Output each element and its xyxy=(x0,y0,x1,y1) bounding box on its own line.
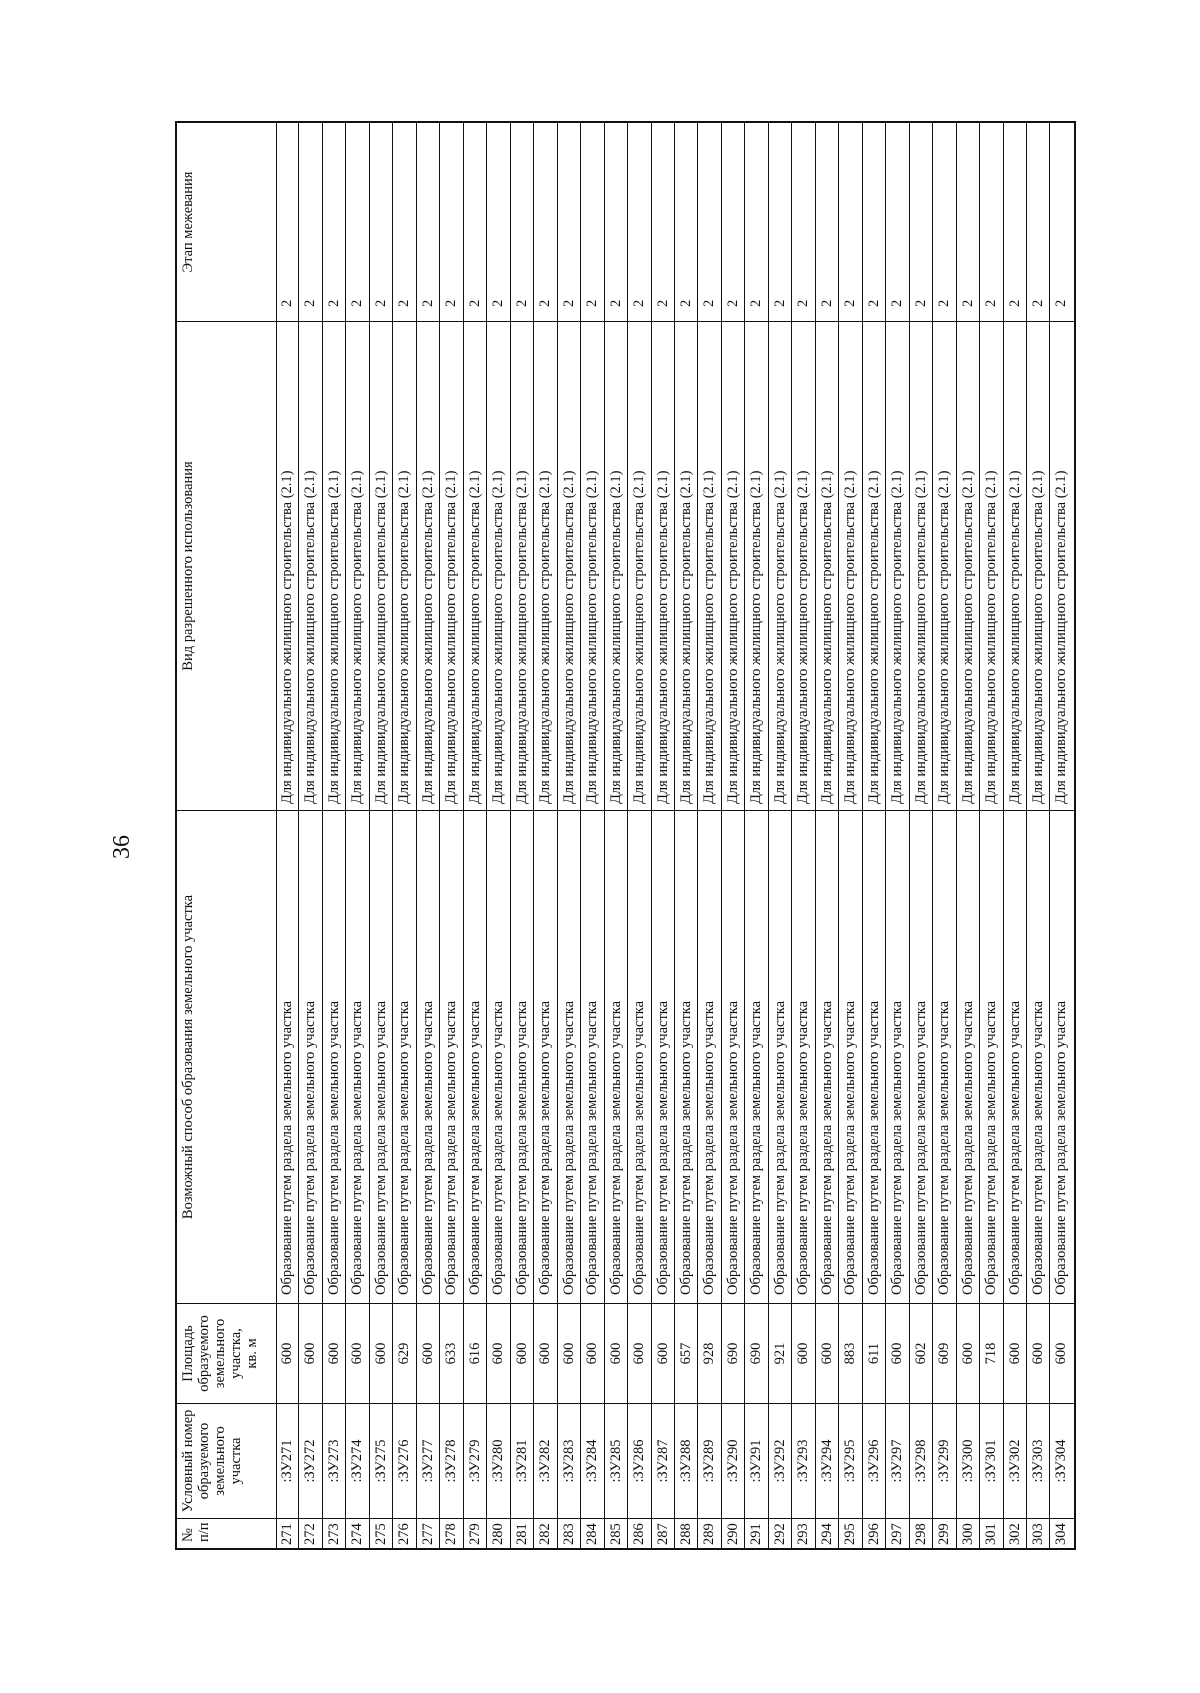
cell-plot-number: :ЗУ289 xyxy=(698,1403,720,1518)
cell-surveying-stage: 2 xyxy=(325,299,342,307)
cell-permitted-use: Для индивидуального жилищного строительства (2.1) xyxy=(1027,321,1049,810)
cell-plot-area: 928 xyxy=(698,1303,720,1403)
cell-surveying-stage: 2 xyxy=(865,299,882,307)
cell-surveying-stage: 2 xyxy=(1053,299,1070,307)
cell-plot-number: :ЗУ272 xyxy=(299,1403,321,1518)
cell-row-number: 300 xyxy=(957,1518,979,1548)
cell-formation-method: Образование путем раздела земельного участка xyxy=(511,810,533,1303)
cell-plot-area: 600 xyxy=(487,1303,509,1403)
cell-formation-method: Образование путем раздела земельного участка xyxy=(698,810,720,1303)
cell-surveying-stage: 2 xyxy=(1006,299,1023,307)
cell-row-number: 298 xyxy=(910,1518,932,1548)
table-row xyxy=(910,123,933,1548)
cell-permitted-use: Для индивидуального жилищного строительства (2.1) xyxy=(957,321,979,810)
cell-row-number: 278 xyxy=(440,1518,462,1548)
cell-formation-method: Образование путем раздела земельного участка xyxy=(910,810,932,1303)
cell-plot-area: 921 xyxy=(769,1303,791,1403)
cell-plot-area: 657 xyxy=(675,1303,697,1403)
table-row xyxy=(980,123,1003,1548)
cell-plot-area: 690 xyxy=(745,1303,767,1403)
cell-permitted-use: Для индивидуального жилищного строительства (2.1) xyxy=(323,321,345,810)
header-surveying-stage: Этап межевания xyxy=(180,171,196,273)
cell-permitted-use: Для индивидуального жилищного строительства (2.1) xyxy=(276,321,298,810)
cell-permitted-use: Для индивидуального жилищного строительства (2.1) xyxy=(792,321,814,810)
cell-formation-method: Образование путем раздела земельного участка xyxy=(323,810,345,1303)
cell-plot-number: :ЗУ298 xyxy=(910,1403,932,1518)
cell-permitted-use: Для индивидуального жилищного строительства (2.1) xyxy=(487,321,509,810)
table-row xyxy=(534,123,557,1548)
cell-plot-area: 633 xyxy=(440,1303,462,1403)
cell-formation-method: Образование путем раздела земельного участка xyxy=(652,810,674,1303)
cell-permitted-use: Для индивидуального жилищного строительства (2.1) xyxy=(769,321,791,810)
cell-plot-number: :ЗУ285 xyxy=(605,1403,627,1518)
cell-permitted-use: Для индивидуального жилищного строительства (2.1) xyxy=(370,321,392,810)
cell-permitted-use: Для индивидуального жилищного строительства (2.1) xyxy=(816,321,838,810)
table-row xyxy=(745,123,768,1548)
cell-row-number: 302 xyxy=(1004,1518,1026,1548)
cell-plot-number: :ЗУ282 xyxy=(534,1403,556,1518)
cell-row-number: 276 xyxy=(393,1518,415,1548)
cell-permitted-use: Для индивидуального жилищного строительства (2.1) xyxy=(722,321,744,810)
cell-plot-number: :ЗУ277 xyxy=(417,1403,439,1518)
cell-plot-number: :ЗУ281 xyxy=(511,1403,533,1518)
cell-formation-method: Образование путем раздела земельного участка xyxy=(1027,810,1049,1303)
cell-surveying-stage: 2 xyxy=(1030,299,1046,307)
cell-plot-area: 600 xyxy=(370,1303,392,1403)
cell-permitted-use: Для индивидуального жилищного строительства (2.1) xyxy=(1050,321,1073,810)
cell-plot-number: :ЗУ293 xyxy=(792,1403,814,1518)
table-row xyxy=(276,123,299,1548)
cell-row-number: 275 xyxy=(370,1518,392,1548)
cell-plot-area: 600 xyxy=(346,1303,368,1403)
cell-plot-number: :ЗУ299 xyxy=(933,1403,955,1518)
cell-plot-number: :ЗУ296 xyxy=(863,1403,885,1518)
cell-plot-area: 600 xyxy=(558,1303,580,1403)
cell-permitted-use: Для индивидуального жилищного строительства (2.1) xyxy=(628,321,650,810)
table-row xyxy=(863,123,886,1548)
cell-surveying-stage: 2 xyxy=(912,299,929,307)
cell-plot-number: :ЗУ304 xyxy=(1050,1403,1073,1518)
cell-permitted-use: Для индивидуального жилищного строительства (2.1) xyxy=(440,321,462,810)
table-row xyxy=(886,123,909,1548)
cell-formation-method: Образование путем раздела земельного участка xyxy=(417,810,439,1303)
cell-plot-area: 602 xyxy=(910,1303,932,1403)
cell-formation-method: Образование путем раздела земельного участка xyxy=(839,810,861,1303)
cell-plot-number: :ЗУ286 xyxy=(628,1403,650,1518)
cell-row-number: 303 xyxy=(1027,1518,1049,1548)
table-body xyxy=(276,123,1074,1548)
cell-surveying-stage: 2 xyxy=(560,299,577,307)
cell-formation-method: Образование путем раздела земельного участка xyxy=(957,810,979,1303)
cell-surveying-stage: 2 xyxy=(795,299,812,307)
cell-row-number: 283 xyxy=(558,1518,580,1548)
header-row-number: № п/п xyxy=(177,1518,276,1548)
cell-permitted-use: Для индивидуального жилищного строительства (2.1) xyxy=(910,321,932,810)
cell-row-number: 295 xyxy=(839,1518,861,1548)
table-row xyxy=(652,123,675,1548)
cell-row-number: 271 xyxy=(276,1518,298,1548)
cell-permitted-use: Для индивидуального жилищного строительства (2.1) xyxy=(558,321,580,810)
cell-formation-method: Образование путем раздела земельного участка xyxy=(769,810,791,1303)
cell-permitted-use: Для индивидуального жилищного строительства (2.1) xyxy=(980,321,1002,810)
cell-permitted-use: Для индивидуального жилищного строительства (2.1) xyxy=(933,321,955,810)
cell-surveying-stage: 2 xyxy=(771,299,788,307)
table-row xyxy=(464,123,487,1548)
cell-formation-method: Образование путем раздела земельного участка xyxy=(675,810,697,1303)
cell-formation-method: Образование путем раздела земельного участка xyxy=(299,810,321,1303)
cell-plot-number: :ЗУ279 xyxy=(464,1403,486,1518)
cell-plot-area: 609 xyxy=(933,1303,955,1403)
cell-formation-method: Образование путем раздела земельного участка xyxy=(581,810,603,1303)
header-plot-number: Условный номер образуемого земельного участка xyxy=(177,1403,276,1518)
cell-plot-area: 600 xyxy=(957,1303,979,1403)
cell-surveying-stage: 2 xyxy=(631,299,648,307)
cell-formation-method: Образование путем раздела земельного участка xyxy=(886,810,908,1303)
cell-row-number: 297 xyxy=(886,1518,908,1548)
cell-row-number: 272 xyxy=(299,1518,321,1548)
cell-plot-number: :ЗУ276 xyxy=(393,1403,415,1518)
cell-plot-area: 600 xyxy=(1027,1303,1049,1403)
cell-row-number: 288 xyxy=(675,1518,697,1548)
cell-plot-area: 600 xyxy=(276,1303,298,1403)
cell-row-number: 291 xyxy=(745,1518,767,1548)
cell-formation-method: Образование путем раздела земельного участка xyxy=(534,810,556,1303)
cell-plot-number: :ЗУ275 xyxy=(370,1403,392,1518)
table-row xyxy=(1050,123,1073,1548)
header-permitted-use: Вид разрешенного использования xyxy=(177,321,276,810)
cell-plot-area: 600 xyxy=(1050,1303,1073,1403)
cell-surveying-stage: 2 xyxy=(513,299,530,307)
cell-plot-area: 600 xyxy=(792,1303,814,1403)
table-row xyxy=(816,123,839,1548)
cell-surveying-stage: 2 xyxy=(654,299,671,307)
table-row xyxy=(1027,123,1050,1548)
cell-plot-area: 600 xyxy=(417,1303,439,1403)
cell-row-number: 274 xyxy=(346,1518,368,1548)
land-plots-table xyxy=(175,121,1076,1550)
cell-permitted-use: Для индивидуального жилищного строительства (2.1) xyxy=(464,321,486,810)
cell-plot-area: 600 xyxy=(299,1303,321,1403)
cell-plot-number: :ЗУ278 xyxy=(440,1403,462,1518)
page-number: 36 xyxy=(109,835,135,859)
cell-formation-method: Образование путем раздела земельного участка xyxy=(1004,810,1026,1303)
cell-surveying-stage: 2 xyxy=(701,299,718,307)
table-row xyxy=(487,123,510,1548)
table-row xyxy=(323,123,346,1548)
table-row xyxy=(393,123,416,1548)
cell-plot-area: 718 xyxy=(980,1303,1002,1403)
cell-permitted-use: Для индивидуального жилищного строительства (2.1) xyxy=(745,321,767,810)
table-row xyxy=(440,123,463,1548)
cell-surveying-stage: 2 xyxy=(349,299,366,307)
cell-plot-area: 600 xyxy=(886,1303,908,1403)
cell-plot-area: 600 xyxy=(534,1303,556,1403)
cell-permitted-use: Для индивидуального жилищного строительства (2.1) xyxy=(346,321,368,810)
cell-permitted-use: Для индивидуального жилищного строительства (2.1) xyxy=(299,321,321,810)
cell-surveying-stage: 2 xyxy=(889,299,906,307)
cell-formation-method: Образование путем раздела земельного участка xyxy=(276,810,298,1303)
cell-formation-method: Образование путем раздела земельного участка xyxy=(1050,810,1073,1303)
cell-plot-area: 611 xyxy=(863,1303,885,1403)
cell-surveying-stage: 2 xyxy=(490,299,507,307)
table-row xyxy=(605,123,628,1548)
cell-surveying-stage: 2 xyxy=(443,299,460,307)
cell-plot-number: :ЗУ294 xyxy=(816,1403,838,1518)
table-row xyxy=(346,123,369,1548)
cell-surveying-stage: 2 xyxy=(396,299,413,307)
table-row xyxy=(370,123,393,1548)
table-row xyxy=(957,123,980,1548)
cell-plot-number: :ЗУ302 xyxy=(1004,1403,1026,1518)
cell-plot-number: :ЗУ291 xyxy=(745,1403,767,1518)
cell-plot-area: 600 xyxy=(816,1303,838,1403)
cell-permitted-use: Для индивидуального жилищного строительства (2.1) xyxy=(511,321,533,810)
cell-row-number: 296 xyxy=(863,1518,885,1548)
table-row xyxy=(628,123,651,1548)
cell-row-number: 301 xyxy=(980,1518,1002,1548)
cell-permitted-use: Для индивидуального жилищного строительства (2.1) xyxy=(581,321,603,810)
header-formation-method: Возможный способ образования земельного участка xyxy=(177,810,276,1303)
cell-formation-method: Образование путем раздела земельного участка xyxy=(487,810,509,1303)
cell-formation-method: Образование путем раздела земельного участка xyxy=(346,810,368,1303)
cell-surveying-stage: 2 xyxy=(584,299,601,307)
cell-plot-area: 616 xyxy=(464,1303,486,1403)
cell-row-number: 293 xyxy=(792,1518,814,1548)
cell-surveying-stage: 2 xyxy=(818,299,835,307)
cell-plot-number: :ЗУ292 xyxy=(769,1403,791,1518)
cell-row-number: 279 xyxy=(464,1518,486,1548)
cell-row-number: 289 xyxy=(698,1518,720,1548)
header-plot-area: Площадь образуемого земельного участка, кв. м xyxy=(177,1303,276,1403)
cell-row-number: 284 xyxy=(581,1518,603,1548)
cell-formation-method: Образование путем раздела земельного участка xyxy=(816,810,838,1303)
cell-plot-area: 883 xyxy=(839,1303,861,1403)
cell-surveying-stage: 2 xyxy=(936,299,953,307)
cell-formation-method: Образование путем раздела земельного участка xyxy=(605,810,627,1303)
cell-permitted-use: Для индивидуального жилищного строительства (2.1) xyxy=(839,321,861,810)
table-row xyxy=(1004,123,1027,1548)
cell-formation-method: Образование путем раздела земельного участка xyxy=(745,810,767,1303)
cell-surveying-stage: 2 xyxy=(302,299,319,307)
cell-surveying-stage: 2 xyxy=(677,299,694,307)
table-row xyxy=(839,123,862,1548)
cell-plot-number: :ЗУ273 xyxy=(323,1403,345,1518)
cell-surveying-stage: 2 xyxy=(959,299,976,307)
cell-formation-method: Образование путем раздела земельного участка xyxy=(393,810,415,1303)
cell-surveying-stage: 2 xyxy=(466,299,483,307)
cell-formation-method: Образование путем раздела земельного участка xyxy=(558,810,580,1303)
cell-formation-method: Образование путем раздела земельного участка xyxy=(792,810,814,1303)
cell-plot-number: :ЗУ284 xyxy=(581,1403,603,1518)
cell-plot-area: 600 xyxy=(652,1303,674,1403)
cell-row-number: 287 xyxy=(652,1518,674,1548)
cell-surveying-stage: 2 xyxy=(372,299,389,307)
cell-formation-method: Образование путем раздела земельного участка xyxy=(863,810,885,1303)
table-row xyxy=(933,123,956,1548)
table-row xyxy=(299,123,322,1548)
cell-permitted-use: Для индивидуального жилищного строительства (2.1) xyxy=(675,321,697,810)
cell-permitted-use: Для индивидуального жилищного строительства (2.1) xyxy=(698,321,720,810)
cell-permitted-use: Для индивидуального жилищного строительства (2.1) xyxy=(886,321,908,810)
cell-permitted-use: Для индивидуального жилищного строительства (2.1) xyxy=(417,321,439,810)
cell-plot-area: 600 xyxy=(323,1303,345,1403)
cell-surveying-stage: 2 xyxy=(748,299,765,307)
cell-formation-method: Образование путем раздела земельного участка xyxy=(933,810,955,1303)
cell-formation-method: Образование путем раздела земельного участка xyxy=(980,810,1002,1303)
table-frame xyxy=(175,121,1076,1550)
cell-surveying-stage: 2 xyxy=(537,299,554,307)
cell-plot-number: :ЗУ301 xyxy=(980,1403,1002,1518)
cell-plot-number: :ЗУ288 xyxy=(675,1403,697,1518)
cell-row-number: 273 xyxy=(323,1518,345,1548)
cell-row-number: 277 xyxy=(417,1518,439,1548)
cell-surveying-stage: 2 xyxy=(419,299,436,307)
cell-plot-number: :ЗУ274 xyxy=(346,1403,368,1518)
table-row xyxy=(511,123,534,1548)
cell-plot-number: :ЗУ303 xyxy=(1027,1403,1049,1518)
cell-formation-method: Образование путем раздела земельного участка xyxy=(440,810,462,1303)
table-row xyxy=(698,123,721,1548)
cell-plot-area: 600 xyxy=(605,1303,627,1403)
cell-formation-method: Образование путем раздела земельного участка xyxy=(370,810,392,1303)
cell-row-number: 294 xyxy=(816,1518,838,1548)
table-row xyxy=(722,123,745,1548)
cell-surveying-stage: 2 xyxy=(607,299,624,307)
cell-plot-number: :ЗУ280 xyxy=(487,1403,509,1518)
table-row xyxy=(417,123,440,1548)
cell-surveying-stage: 2 xyxy=(279,299,295,307)
cell-row-number: 281 xyxy=(511,1518,533,1548)
cell-permitted-use: Для индивидуального жилищного строительства (2.1) xyxy=(863,321,885,810)
table-row xyxy=(769,123,792,1548)
cell-plot-number: :ЗУ287 xyxy=(652,1403,674,1518)
cell-permitted-use: Для индивидуального жилищного строительства (2.1) xyxy=(534,321,556,810)
cell-permitted-use: Для индивидуального жилищного строительства (2.1) xyxy=(393,321,415,810)
cell-permitted-use: Для индивидуального жилищного строительства (2.1) xyxy=(652,321,674,810)
cell-plot-area: 600 xyxy=(581,1303,603,1403)
cell-row-number: 286 xyxy=(628,1518,650,1548)
table-row xyxy=(675,123,698,1548)
cell-formation-method: Образование путем раздела земельного участка xyxy=(722,810,744,1303)
cell-formation-method: Образование путем раздела земельного участка xyxy=(464,810,486,1303)
cell-row-number: 285 xyxy=(605,1518,627,1548)
cell-plot-area: 600 xyxy=(1004,1303,1026,1403)
cell-row-number: 290 xyxy=(722,1518,744,1548)
cell-row-number: 282 xyxy=(534,1518,556,1548)
cell-row-number: 292 xyxy=(769,1518,791,1548)
cell-row-number: 304 xyxy=(1050,1518,1073,1548)
cell-surveying-stage: 2 xyxy=(983,299,1000,307)
table-row xyxy=(581,123,604,1548)
table-row xyxy=(558,123,581,1548)
cell-formation-method: Образование путем раздела земельного участка xyxy=(628,810,650,1303)
cell-plot-number: :ЗУ283 xyxy=(558,1403,580,1518)
cell-plot-number: :ЗУ300 xyxy=(957,1403,979,1518)
cell-permitted-use: Для индивидуального жилищного строительства (2.1) xyxy=(605,321,627,810)
cell-surveying-stage: 2 xyxy=(842,299,859,307)
cell-surveying-stage: 2 xyxy=(724,299,741,307)
cell-permitted-use: Для индивидуального жилищного строительства (2.1) xyxy=(1004,321,1026,810)
cell-plot-area: 690 xyxy=(722,1303,744,1403)
cell-plot-area: 600 xyxy=(511,1303,533,1403)
table-header-row xyxy=(177,123,277,1548)
cell-row-number: 280 xyxy=(487,1518,509,1548)
cell-plot-number: :ЗУ271 xyxy=(276,1403,298,1518)
cell-plot-number: :ЗУ290 xyxy=(722,1403,744,1518)
cell-row-number: 299 xyxy=(933,1518,955,1548)
table-row xyxy=(792,123,815,1548)
cell-plot-area: 629 xyxy=(393,1303,415,1403)
cell-plot-number: :ЗУ295 xyxy=(839,1403,861,1518)
cell-plot-number: :ЗУ297 xyxy=(886,1403,908,1518)
cell-plot-area: 600 xyxy=(628,1303,650,1403)
